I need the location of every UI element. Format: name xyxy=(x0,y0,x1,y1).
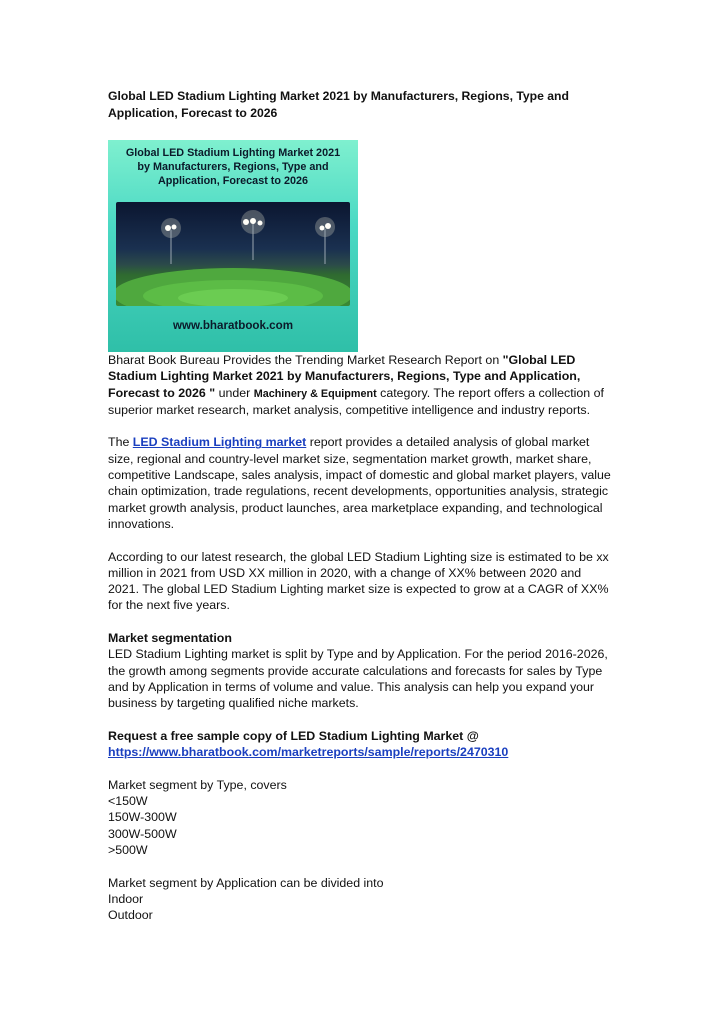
sample-link[interactable]: https://www.bharatbook.com/marketreports/sample/reports/2470310 xyxy=(108,745,509,760)
cover-image xyxy=(108,140,358,352)
type-item: 150W-300W xyxy=(108,810,177,825)
application-heading: Market segment by Application can be divided into xyxy=(108,875,384,890)
cover-title-line: by Manufacturers, Regions, Type and xyxy=(137,161,329,174)
intro-under: under xyxy=(215,385,254,400)
intro-lead: Bharat Book Bureau Provides the Trending Market Research Report on xyxy=(108,353,503,367)
application-item: Outdoor xyxy=(108,908,153,923)
overview-paragraph xyxy=(108,434,613,532)
type-item: <150W xyxy=(108,794,148,809)
market-link[interactable]: LED Stadium Lighting market xyxy=(132,435,307,450)
segmentation-heading: Market segmentation xyxy=(108,631,232,646)
intro-report-name: "Global LED Stadium Lighting Market 2021 by Manufacturers, Regions, Type and Application, Forecast to 2026 " xyxy=(108,353,581,400)
application-item: Indoor xyxy=(108,891,144,906)
research-paragraph: According to our latest research, the global LED Stadium Lighting size is estimated to be xx million in 2021 from USD XX million in 2020, with a change of XX% between 2020 and 2021. The global LED Stadium Lighting market size is expected to grow at a CAGR of XX% for the next five years. xyxy=(108,549,609,613)
overview-pre: The xyxy=(108,435,133,450)
intro-tail: category. The report offers a collection of superior market research, market analysis, competitive intelligence and industry reports. xyxy=(108,385,604,417)
cover-title xyxy=(108,146,358,189)
cover-title-line: Application, Forecast to 2026 xyxy=(158,175,308,188)
type-item: >500W xyxy=(108,842,148,857)
sample-heading: Request a free sample copy of LED Stadium Lighting Market @ xyxy=(108,728,479,743)
document-title: Global LED Stadium Lighting Market 2021 by Manufacturers, Regions, Type and Application, Forecast to 2026 xyxy=(108,89,569,120)
intro-category: Machinery & Equipment xyxy=(253,387,377,400)
intro-paragraph xyxy=(108,352,613,418)
stadium-illustration xyxy=(116,202,350,306)
type-item: 300W-500W xyxy=(108,826,177,841)
stadium-photo xyxy=(116,202,350,306)
cover-title-line: Global LED Stadium Lighting Market 2021 xyxy=(125,147,341,159)
overview-post: report provides a detailed analysis of global market size, regional and country-level market size, segmentation market growth, market share, competitive Landscape, sales analysis, impact of domestic and global market players, value chain optimization, trade regulations, recent developments, opportunities analysis, strategic market growth analysis, product launches, area marketplace expanding, and technological innovations. xyxy=(108,435,611,531)
segmentation-paragraph: LED Stadium Lighting market is split by Type and by Application. For the period 2016-2026, the growth among segments provide accurate calculations and forecasts for sales by Type and by Application in terms of volume and value. This analysis can help you expand your business by targeting qualified niche markets. xyxy=(108,647,608,711)
document-content xyxy=(108,88,613,923)
type-heading: Market segment by Type, covers xyxy=(108,777,287,792)
cover-url: www.bharatbook.com xyxy=(172,319,294,332)
